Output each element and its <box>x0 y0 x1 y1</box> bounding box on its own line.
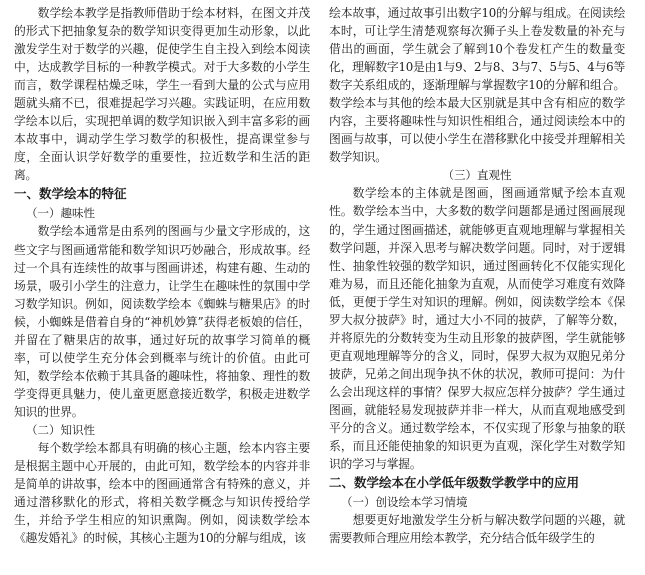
intuitive-paragraph: 数学绘本的主体就是图画，图画通常赋予绘本直观性。数学绘本当中，大多数的数学问题都是通过图画展现的，学生通过图画描述，就能够更直观地理解与掌握相关数学问题，并深入思考与解决数学问题。同时，对于逻辑性、抽象性较强的数学知识，通过图画转化不仅能实现化难为易，而且还能化抽象为直观，从而使学习难度有效降低，更便于学生对知识的理解。例如，阅读数学绘本《保罗大叔分披萨》时，通过大小不同的披萨，了解等分数，并将原先的分数转变为生动且形象的披萨图，学生就能够更直观地理解等分的含义，同时，保罗大叔为双胞兄弟分披萨，兄弟之间出现争执不休的状况，教师可提问：为什么会出现这样的事情？保罗大叔应怎样分披萨？学生通过图画，就能轻易发现披萨并非一样大，从而直观地感受到平分的含义。通过数学绘本，不仅实现了形象与抽象的联系，而且还能使抽象的知识更为直观，深化学生对数学知识的学习与掌握。 <box>329 186 625 472</box>
create-situation-paragraph: 想要更好地激发学生分析与解决数学问题的兴趣，就需要教师合理应用绘本教学，充分结合低年级学生的 <box>329 513 625 546</box>
left-column <box>14 4 310 547</box>
subheading-interest: （一）趣味性 <box>26 206 95 221</box>
knowledge-paragraph: 每个数学绘本都具有明确的核心主题，绘本内容主要是根据主题中心开展的，由此可知，数学绘本的内容并非是简单的讲故事，绘本中的图画通常含有特殊的意义，并通过潜移默化的形式，将相关数学概念与知识传授给学生，并给予学生相应的知识熏陶。例如，阅读数学绘本《趣发婚礼》的时候，其核心主题为10的分解与组成，该 <box>14 440 310 546</box>
knowledge-continued-paragraph: 绘本故事，通过故事引出数字10的分解与组成。在阅读绘本时，可让学生清楚观察每次狮子头上卷发数量的补充与借出的画面，学生就会了解到10个卷发杠产生的数量变化，理解数字10是由1与9、2与8、3与7、5与5、4与6等数字关系组成的，逐渐理解与掌握数字10的分解和组合。数学绘本与其他的绘本最大区别就是其中含有相应的数学内容，主要将趣味性与知识性相组合，通过阅读绘本中的图画与故事，可以使小学生在潜移默化中接受并理解相关数学知识。 <box>329 6 625 165</box>
section-heading-application: 二、数学绘本在小学低年级数学教学中的应用 <box>329 475 580 491</box>
intro-paragraph: 数学绘本教学是指教师借助于绘本材料，在图文并茂的形式下把抽象复杂的数学知识变得更加生动形象，以此激发学生对于数学的兴趣，促使学生自主投入到绘本阅读中，达成教学目标的一种教学模式。对于大多数的小学生而言，数学课程枯燥乏味，学生一看到大量的公式与应用题就头痛不已，很难提起学习兴趣。实践证明，在应用数学绘本以后，实现把单调的数学知识嵌入到丰富多彩的画本故事中，调动学生学习数学的积极性，提高课堂参与度，全面认识学好数学的重要性，拉近数学和生活的距离。 <box>14 6 310 183</box>
right-column <box>329 4 625 547</box>
interest-paragraph: 数学绘本通常是由系列的图画与少量文字形成的，这些文字与图画通常能和数学知识巧妙融合，形成故事。经过一个具有连续性的故事与图画讲述，构建有趣、生动的场景，吸引小学生的注意力，让学生在趣味性的氛围中学习数学知识。例如，阅读数学绘本《蜘蛛与糖果店》的时候，小蜘蛛是借着自身的“神机妙算”获得老板娘的信任，并留在了糖果店的故事，通过好玩的故事学习简单的概率，可以使学生充分体会到概率与统计的价值。由此可知，数学绘本依赖于其具备的趣味性，将抽象、理性的数学变得更具魅力，使儿童更愿意接近数学，积极走进数学知识的世界。 <box>14 224 310 419</box>
subheading-intuitive: （三）直观性 <box>442 168 512 183</box>
subheading-knowledge: （二）知识性 <box>26 422 95 437</box>
subheading-create-situation: （一）创设绘本学习情境 <box>341 495 468 510</box>
section-heading-features: 一、数学绘本的特征 <box>14 186 127 202</box>
